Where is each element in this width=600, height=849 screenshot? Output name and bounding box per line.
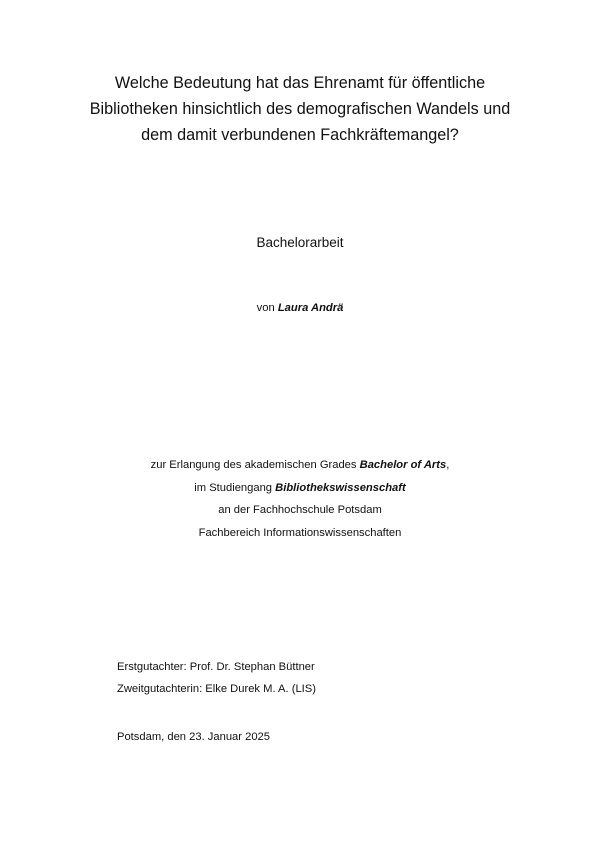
thesis-title xyxy=(60,70,540,148)
university-line: an der Fachhochschule Potsdam xyxy=(218,504,382,516)
degree-line-2 xyxy=(0,477,600,500)
degree-line-2-prefix: im Studiengang xyxy=(194,481,273,494)
document-type: Bachelorarbeit xyxy=(256,235,344,250)
second-reviewer: Zweitgutachterin: Elke Durek M. A. (LIS) xyxy=(117,683,316,695)
thesis-title-line-1: Welche Bedeutung hat das Ehrenamt für öffentliche xyxy=(114,74,486,92)
program-name: Bibliothekswissenschaft xyxy=(275,481,406,494)
degree-line-1-prefix: zur Erlangung des akademischen Grades xyxy=(150,459,357,471)
degree-name: Bachelor of Arts xyxy=(359,459,447,471)
thesis-title-line-3: dem damit verbundenen Fachkräftemangel? xyxy=(141,126,459,144)
degree-line-1-suffix: , xyxy=(446,459,450,471)
author-line xyxy=(0,302,600,314)
place-date: Potsdam, den 23. Januar 2025 xyxy=(117,731,271,743)
first-reviewer: Erstgutachter: Prof. Dr. Stephan Büttner xyxy=(117,661,315,673)
reviewers-block xyxy=(117,656,316,700)
thesis-title-line-2: Bibliotheken hinsichtlich des demografischen Wandels und xyxy=(89,100,511,118)
degree-line-1 xyxy=(0,454,600,477)
degree-block xyxy=(0,454,600,544)
department-line: Fachbereich Informationswissenschaften xyxy=(198,526,402,539)
author-name: Laura Andrä xyxy=(277,302,344,314)
author-prefix: von xyxy=(256,302,275,314)
